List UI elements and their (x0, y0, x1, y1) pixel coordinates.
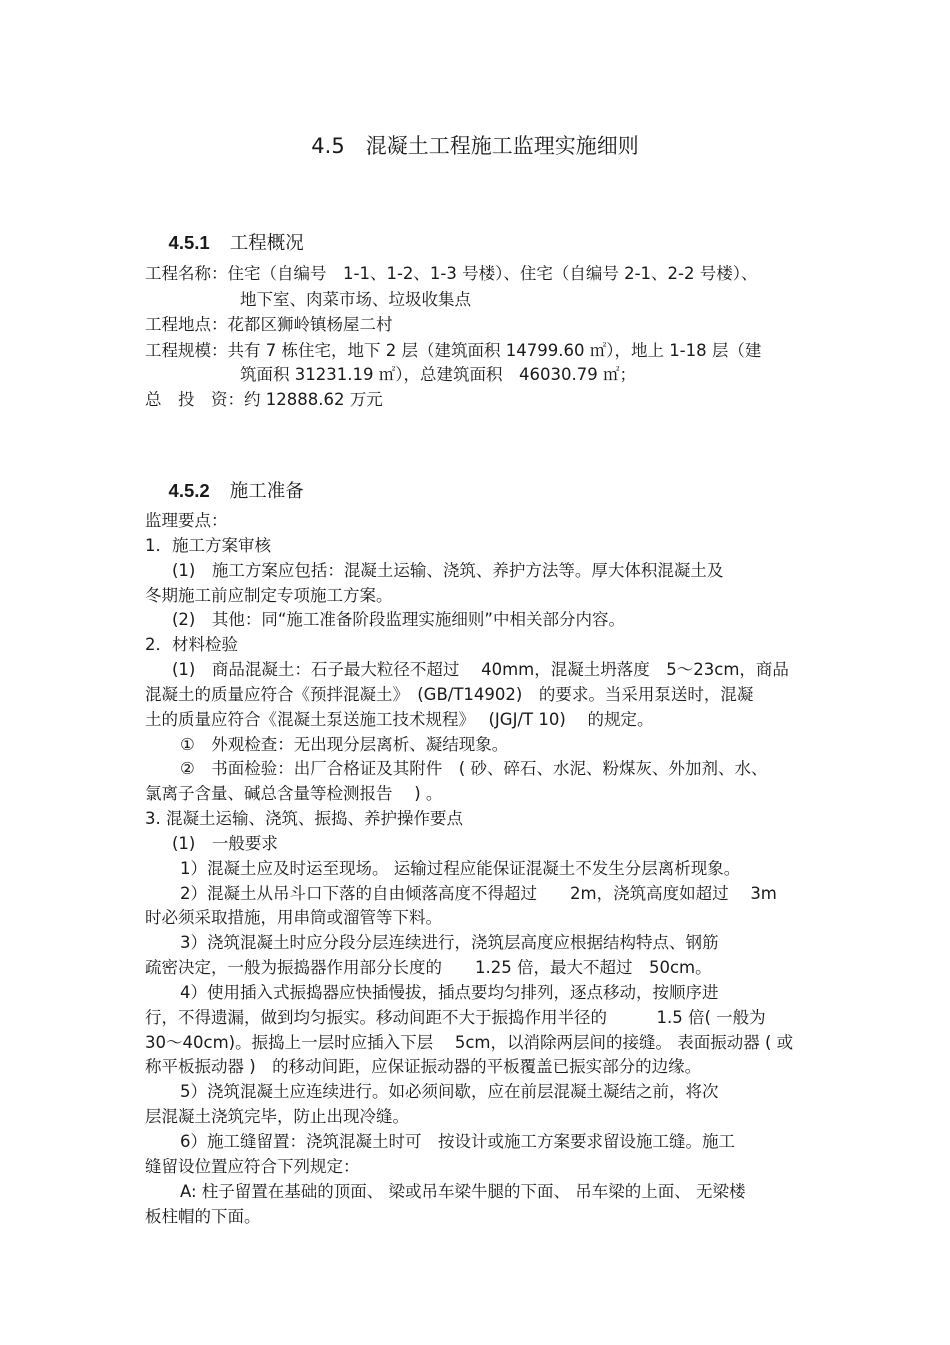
body-line: 氯离子含量、碱总含量等检测报告 ) 。 (145, 784, 443, 803)
body-line: 行，不得遗漏，做到均匀振实。移动间距不大于振捣作用半径的 1.5 倍( 一般为 (145, 1008, 766, 1027)
overview-line: 地下室、肉菜市场、垃圾收集点 (240, 290, 471, 309)
body-line: (1) 施工方案应包括：混凝土运输、浇筑、养护方法等。厚大体积混凝土及 (172, 561, 724, 580)
overview-line: 总 投 资：约 12888.62 万元 (145, 390, 383, 409)
body-line: 1）混凝土应及时运至现场。 运输过程应能保证混凝土不发生分层离析现象。 (180, 859, 741, 878)
body-line: 混凝土的质量应符合《预拌混凝土》 (GB/T14902) 的要求。当采用泵送时，混凝 (145, 685, 754, 704)
body-line: 3. 混凝土运输、浇筑、振捣、养护操作要点 (145, 809, 463, 828)
body-line: ② 书面检验：出厂合格证及其附件 ( 砂、碎石、水泥、粉煤灰、外加剂、水、 (180, 759, 768, 778)
overview-line: 工程名称：住宅（自编号 1-1、1-2、1-3 号楼）、住宅（自编号 2-1、2-2 号楼）、 (145, 264, 758, 283)
body-line: (1) 商品混凝土：石子最大粒径不超过 40mm，混凝土坍落度 5～23cm，商品 (172, 660, 789, 679)
body-line: (2) 其他：同“施工准备阶段监理实施细则”中相关部分内容。 (172, 610, 625, 629)
body-line: 称平板振动器 ) 的移动间距，应保证振动器的平板覆盖已振实部分的边缘。 (145, 1057, 702, 1076)
body-line: 4）使用插入式振捣器应快插慢拔，插点要均匀排列，逐点移动，按顺序进 (180, 983, 719, 1002)
body-line: 土的质量应符合《混凝土泵送施工技术规程》 (JGJ/T 10) 的规定。 (145, 710, 654, 729)
section-title: 工程概况 (229, 233, 304, 254)
body-line: 疏密决定，一般为振捣器作用部分长度的 1.25 倍，最大不超过 50cm。 (145, 958, 712, 977)
body-line: 层混凝土浇筑完毕，防止出现冷缝。 (145, 1107, 409, 1126)
overview-line: 筑面积 31231.19 ㎡），总建筑面积 46030.79 ㎡； (240, 365, 636, 384)
body-line: 30～40cm)。振捣上一层时应插入下层 5cm，以消除两层间的接缝。 表面振动器 ( 或 (145, 1033, 794, 1052)
overview-line: 工程地点：花都区狮岭镇杨屋二村 (145, 315, 393, 334)
body-line: ① 外观检查：无出现分层离析、凝结现象。 (180, 735, 509, 754)
body-line: 5）浇筑混凝土应连续进行。如必须间歇，应在前层混凝土凝结之前，将次 (180, 1082, 719, 1101)
body-line: 6）施工缝留置：浇筑混凝土时可 按设计或施工方案要求留设施工缝。施工 (180, 1132, 735, 1151)
body-line: 时必须采取措施，用串筒或溜管等下料。 (145, 908, 442, 927)
body-line: 3）浇筑混凝土时应分段分层连续进行，浇筑层高度应根据结构特点、钢筋 (180, 933, 719, 952)
body-line: 2）混凝土从吊斗口下落的自由倾落高度不得超过 2m，浇筑高度如超过 3m (180, 884, 777, 903)
body-line: A: 柱子留置在基础的顶面、 梁或吊车梁牛腿的下面、 吊车梁的上面、 无梁楼 (180, 1182, 746, 1201)
page-title: 4.5 混凝土工程施工监理实施细则 (311, 134, 639, 158)
body-line: 缝留设位置应符合下列规定： (145, 1157, 360, 1176)
overview-line: 工程规模：共有 7 栋住宅，地下 2 层（建筑面积 14799.60 ㎡），地上 1-18 层（建 (145, 341, 762, 360)
body-line: 1．施工方案审核 (145, 536, 271, 555)
body-line: 2．材料检验 (145, 635, 238, 654)
section-number: 4.5.2 (168, 480, 210, 501)
body-line: 板柱帽的下面。 (145, 1207, 261, 1226)
section-number: 4.5.1 (168, 232, 210, 253)
section-title: 施工准备 (229, 481, 304, 502)
body-line: 冬期施工前应制定专项施工方案。 (145, 586, 393, 605)
body-line: (1) 一般要求 (172, 834, 278, 853)
body-line: 监理要点： (145, 511, 228, 530)
